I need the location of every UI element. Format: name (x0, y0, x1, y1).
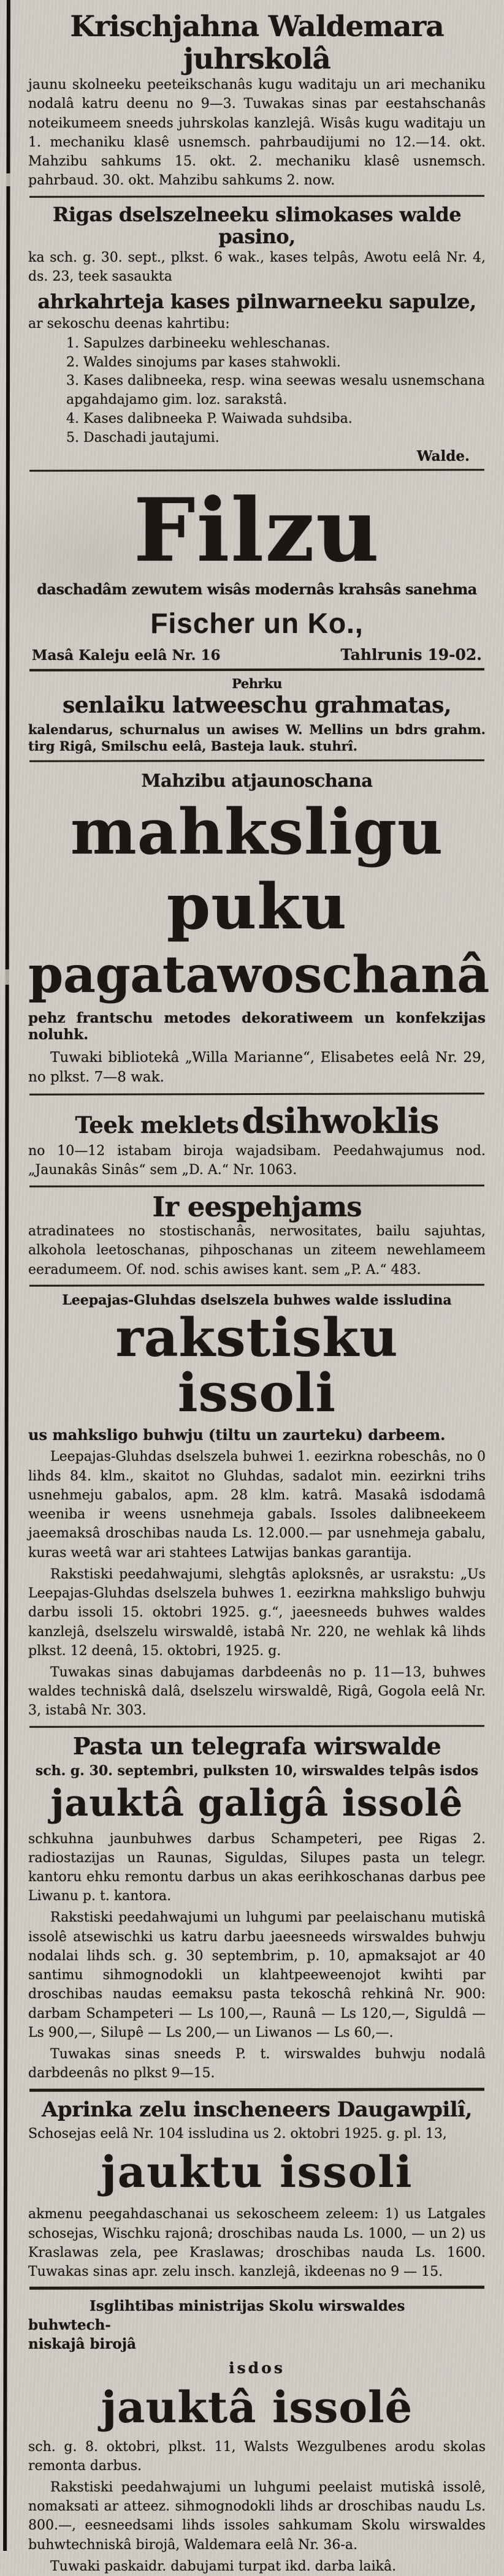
filzu-company-name: Fischer un Ko., (150, 607, 364, 639)
section-divider (29, 759, 484, 762)
eespehjams-title: Ir eespehjams (152, 1190, 362, 1223)
agenda-item: 3. Kases dalibneeka, resp. wina seewas wesalu usnemschana apgahdajamo gim. loz. sarakstâ. (66, 373, 485, 408)
agenda-item: 1. Sapulzes darbineeku wehleschanas. (66, 335, 330, 351)
rakstisku-headline: rakstisku issoli (115, 1306, 399, 1425)
dsihwoklis-heading-small: Teek meklets (75, 1112, 239, 1139)
rakstisku-kicker: Leepajas-Gluhdas dselszela buhwes walde issludina (62, 1292, 452, 1308)
slimokase-signature: Walde. (416, 447, 470, 464)
pasta-paragraph-2: Rakstiski peedahwajumi un luhgumi par peelaischanu mutiskâ issolê atsewischki us katru darbu jaeesneeds wirswaldes buhwju nodalai lihds sch. g. 30 septembrim, p. 10, apmaksajot ar 40 santimu sihmognodokli un klahtpeeweenojot kwihti par droschibas naudas eemaksu pasta tekoschâ rehkinâ Nr. 900: darbam Schampeteri — Ls 100,—, Raunâ — Ls 120,—, Siguldâ — Ls 900,—, Silupê — Ls 200,— un Liwanos — Ls 60,—. (28, 1910, 486, 2040)
section-slimokase (28, 203, 486, 464)
skolu-paragraph-1: sch. g. 8. oktobri, plkst. 11, Walsts Wezgulbenes arodu skolas remonta darbus. (28, 2439, 486, 2474)
dsihwoklis-heading (28, 1101, 486, 1142)
dsihwoklis-body: no 10—12 istabam biroja wajadsibam. Peedahwajumus nod. „Jaunakâs Sinâs“ sem „D. A.“ Nr. 1063. (28, 1143, 486, 1178)
section-divider (29, 1725, 484, 1728)
pehrku-headline: senlaiku latweeschu grahmatas, (63, 692, 451, 718)
puku-headline-line2: pagatawoschanâ (28, 945, 489, 1004)
agenda-item: 2. Waldes sinojums par kases stahwokli. (66, 354, 341, 370)
slimokase-agenda-intro: ar sekoschu deenas kahrtibu: (28, 316, 230, 331)
puku-subline: pehz frantschu metodes dekoratiweem un konfekzijas noluhk. (28, 1009, 486, 1043)
pasta-intro: sch. g. 30. septembri, pulksten 10, wirswaldes telpâs isdos (35, 1762, 479, 1779)
filzu-headline: Filzu (133, 479, 381, 581)
section-divider (29, 2286, 484, 2290)
section-puku-ad (28, 770, 489, 1087)
rakstisku-subline: us mahksligo buhwju (tiltu un zaurteku) darbeem. (28, 1426, 446, 1444)
section-divider (29, 668, 484, 672)
filzu-street-address: Masâ Kaleju eelâ Nr. 16 (32, 646, 221, 664)
pehrku-body: kalendarus, schurnalus un awises W. Mellins un bdrs grahm. tirg Rigâ, Smilschu eelâ, Basteja lauk. stuhrî. (28, 722, 486, 754)
eespehjams-body: atradinatees no stostischanâs, nerwositates, bailu sajuhtas, alkohola leetoschanas, pihposchanas un ziteem newehlameem eeradumeem. Of. nod. schis awises kant. sem „P. A.“ 483. (28, 1224, 486, 1278)
daugawpils-body: akmenu peegahdaschanai us sekoscheem zeleem: 1) us Latgales schosejas, Wischku rajonâ; droschibas nauda Ls. 1000, — un 2) us Kraslawas zela, pee Kraslawas; droschibas nauda Ls. 1600. Tuwakas sinas apr. zelu insch. kanzlejâ, ikdeenas no 9 — 15. (28, 2207, 486, 2280)
rakstisku-paragraph-2: Rakstiski peedahwajumi, slehgtâs aploksnês, ar usrakstu: „Us Leepajas-Gluhdas dselszela buhwes 1. eezirkna mahksligo buhwju darbu issoli 15. oktobri 1925. g.“, jaeesneeds buhwes waldes kanzlejâ, dselszelu wirswaldê, istabâ Nr. 220, ne wehlak kâ lihds plkst. 12 deenâ, 15. oktobri, 1925. g. (28, 1566, 486, 1659)
filzu-tagline: daschadâm zewutem wisâs modernâs krahsâs sanehma (37, 580, 477, 598)
pasta-title: Pasta un telegrafa wirswalde (72, 1732, 441, 1760)
section-rakstisku-issole (28, 1292, 486, 1721)
jurskola-title: Krischjahna Waldemara juhrskolâ (70, 10, 444, 76)
slimokase-subtitle: ahrkahrteja kases pilnwarneeku sapulze, (37, 289, 476, 313)
section-jurskola (28, 11, 486, 191)
skolu-kicker (28, 2297, 486, 2354)
section-filzu-ad (28, 479, 486, 664)
section-divider (29, 1184, 484, 1188)
section-skolu-issole (28, 2297, 486, 2576)
section-eespehjams (28, 1192, 486, 1279)
filzu-phone-number: Tahlrunis 19-02. (340, 645, 482, 664)
pasta-paragraph-3: Tuwakas sinas sneeds P. t. wirswaldes buhwju nodalâ darbdeenâs no plkst 9—15. (28, 2047, 486, 2082)
rakstisku-paragraph-1: Leepajas-Gluhdas dselszela buhwei 1. eezirkna robeschâs, no 0 lihds 84. klm., skaitot no Gluhdas, sadalot min. eezirkni trihs usnehmeju gabalos, apm. 28 klm. katrâ. Masakâ isdodamâ weeniba ir weens usnehmeja gabals. Issoles dalibneekeem jaeemaksâ droschibas nauda Ls. 12.000.— par usnehmeja gabalu, kuras weetâ war ari stahtees Latwijas bankas garantija. (28, 1449, 486, 1561)
daugawpils-intro: Schosejas eelâ Nr. 104 issludina us 2. oktobri 1925. g. pl. 13, (28, 2126, 447, 2142)
section-divider (29, 2088, 484, 2092)
rakstisku-paragraph-3: Tuwakas sinas dabujamas darbdeenâs no p. 11—13, buhwes waldes techniskâ dalâ, dselszelu wirswaldê, Rigâ, Gogola eelâ Nr. 3, istabâ Nr. 303. (28, 1665, 486, 1719)
filzu-address-row (32, 646, 482, 664)
section-pehrku-ad (28, 676, 486, 755)
agenda-item: 5. Daschadi jautajumi. (66, 430, 220, 445)
section-divider (29, 469, 484, 472)
pasta-headline: jauktâ galigâ issolê (50, 1781, 464, 1825)
section-divider (29, 195, 484, 198)
daugawpils-headline: jauktu issoli (101, 2146, 413, 2197)
pasta-paragraph-1: schkuhna jaunbuhwes darbus Schampeteri, pee Rigas 2. radiostazijas un Raunas, Siguldas, Silupes pasta un telegr. kantoru ehku remontu darbus un akas eerihkoschanas darbus pee Liwanu p. t. kantora. (28, 1831, 486, 1904)
dsihwoklis-heading-big: dsihwoklis (242, 1101, 439, 1142)
section-divider (29, 1093, 484, 1096)
puku-kicker: Mahzibu atjaunoschana (141, 770, 373, 791)
skolu-isdos-line: isdos (229, 2358, 285, 2377)
section-daugawpils-issole (28, 2099, 486, 2282)
pehrku-kicker: Pehrku (232, 675, 282, 691)
skolu-paragraph-2: Rakstiski peedahwajumi un luhgumi peelaist mutiskâ issolê, nomaksati ar atteez. sihmognodokli lihds ar droschibas naudu Ls. 800.—, eesneedsami lihds issoles sahkumam Skolu wirswaldes buhwtechniskâ birojâ, Waldemara eelâ Nr. 36-a. (28, 2480, 486, 2553)
daugawpils-title: Aprinka zelu inscheneers Daugawpilî, (42, 2097, 472, 2122)
skolu-kicker-line1: Isglihtibas ministrijas Skolu wirswaldes buhwtech- (28, 2298, 405, 2334)
skolu-kicker-line2: niskajâ birojâ (28, 2336, 136, 2353)
jurskola-body: jaunu skolneeku peeteikschanâs kugu waditaju un ari mechaniku nodalâ katru deenu no 9—3. Tuwakas sinas par eestahschanâs noteikumeem sneeds juhrskolas kanzlejâ. Wisâs kugu waditaju un 1. mechaniku klasê usnemsch. pahrbaudijumi no 12.—14. okt. Mahzibu sahkums 15. okt. 2. mechaniku klasê usnemsch. pahrbaud. 30. okt. Mahzibu sahkums 2. now. (28, 77, 486, 189)
skolu-headline: jauktâ issolê (101, 2381, 413, 2433)
section-dsihwoklis (28, 1101, 486, 1180)
section-pasta-issole (28, 1733, 486, 2083)
puku-headline-line1: mahksligu puku (70, 795, 444, 944)
slimokase-intro: ka sch. g. 30. sept., plkst. 6 wak., kases telpâs, Awotu eelâ Nr. 4, ds. 23, teek sasaukta (28, 250, 486, 285)
skolu-paragraph-3: Tuwaki paskaidr. dabujami turpat ikd. darba laikâ. (50, 2558, 397, 2574)
agenda-item: 4. Kases dalibneeka P. Waiwada suhdsiba. (66, 411, 353, 426)
slimokase-title: Rigas dselszelneeku slimokases walde pasino, (52, 202, 462, 249)
puku-body: Tuwaki bibliotekâ „Willa Marianne“, Elisabetes eelâ Nr. 29, no plkst. 7—8 wak. (28, 1049, 486, 1085)
section-divider (29, 1284, 484, 1287)
agenda-list (28, 335, 486, 448)
